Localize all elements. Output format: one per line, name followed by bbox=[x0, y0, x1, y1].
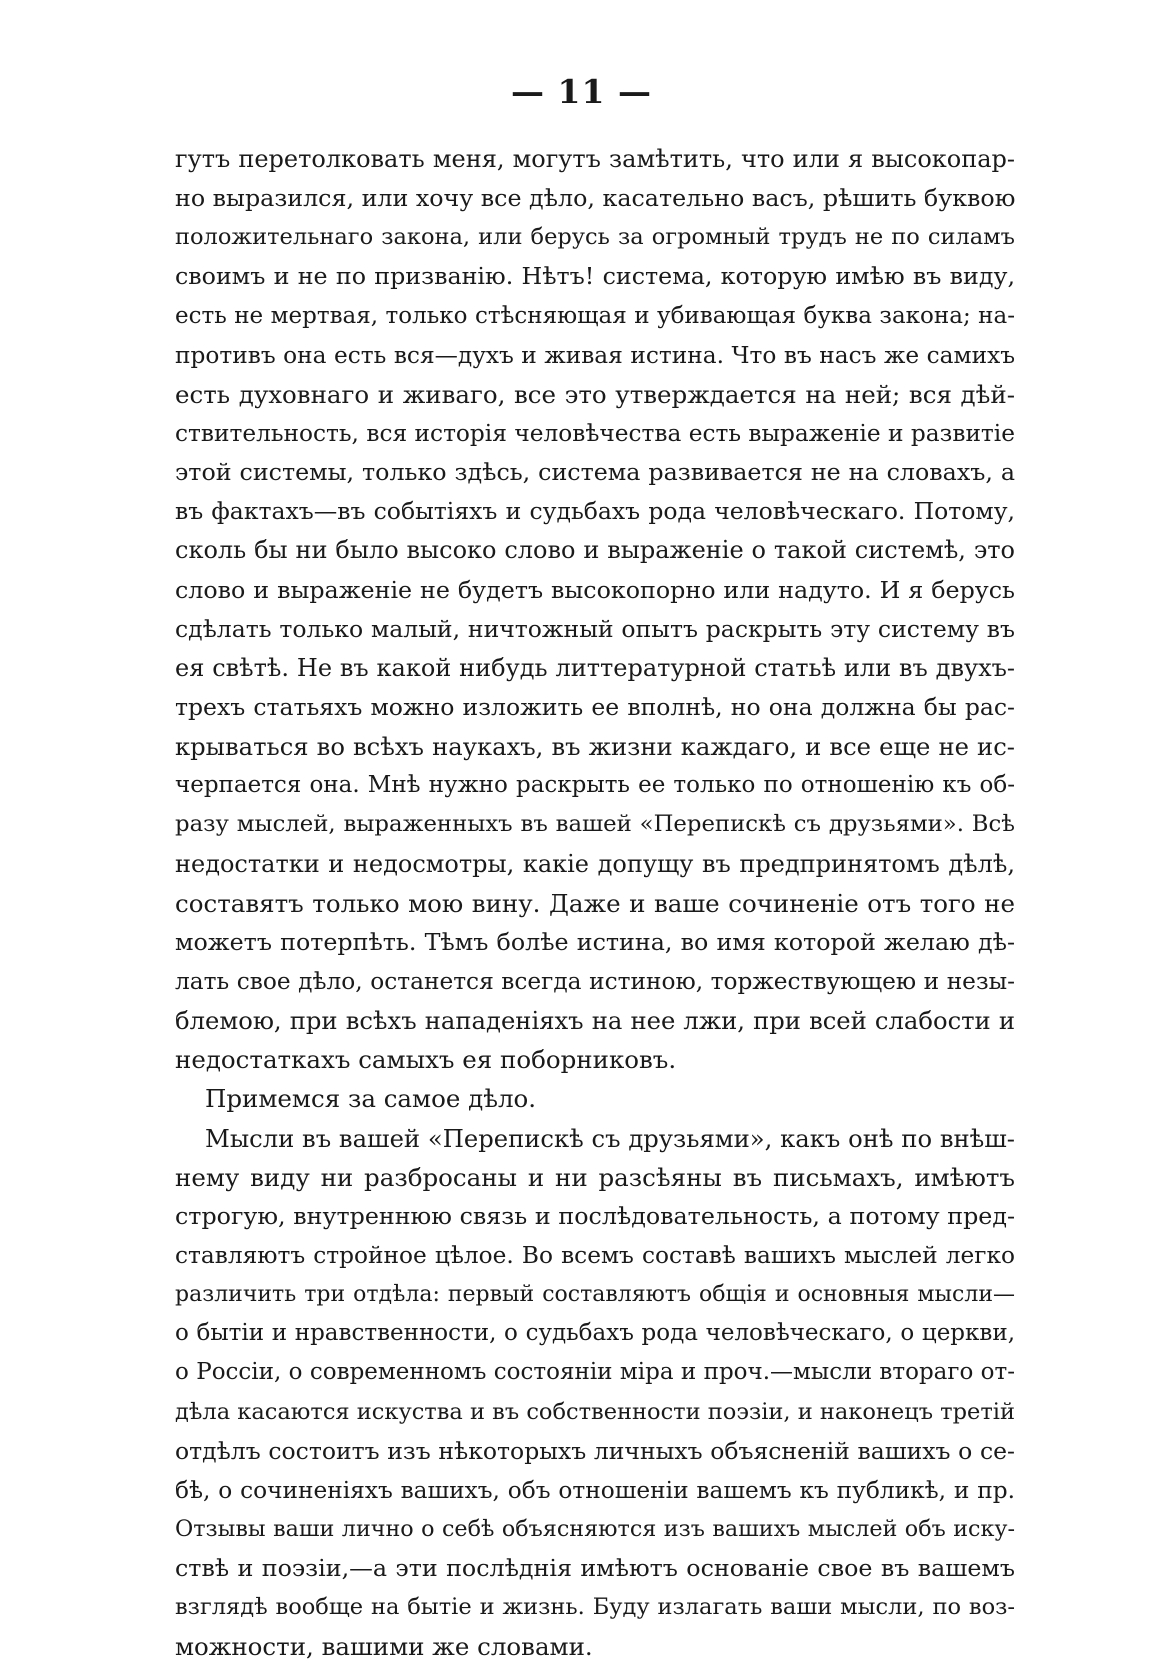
text-line: противъ она есть вся—духъ и живая истина. Что въ насъ же самихъ bbox=[175, 341, 1015, 369]
text-line: Отзывы ваши лично о себѣ объясняются изъ вашихъ мыслей объ иску- bbox=[175, 1515, 1015, 1542]
text-line: ставляютъ стройное цѣлое. Во всемъ составѣ вашихъ мыслей легко bbox=[175, 1241, 1015, 1269]
text-line: черпается она. Мнѣ нужно раскрыть ее только по отношенію къ об- bbox=[175, 772, 1015, 799]
text-line: недостатки и недосмотры, какіе допущу въ предпринятомъ дѣлѣ, bbox=[175, 849, 1015, 878]
text-line: трехъ статьяхъ можно изложить ее вполнѣ, но она должна бы рас- bbox=[175, 692, 1015, 721]
paragraph-first-line: Мысли въ вашей «Перепискѣ съ друзьями», какъ онѣ по внѣш- bbox=[205, 1123, 1015, 1153]
text-line: но выразился, или хочу все дѣло, касательно васъ, рѣшить буквою bbox=[175, 184, 1016, 213]
text-line: можетъ потерпѣть. Тѣмъ болѣе истина, во имя которой желаю дѣ- bbox=[175, 927, 1015, 956]
text-line: лать свое дѣло, останется всегда истиною, торжествующею и незы- bbox=[175, 967, 1015, 995]
text-line: есть не мертвая, только стѣсняющая и убивающая буква закона; на- bbox=[175, 302, 1015, 329]
paragraph-end-line: можности, вашими же словами. bbox=[175, 1632, 593, 1662]
text-line: сколь бы ни было высоко слово и выраженіе о такой системѣ, это bbox=[175, 536, 1015, 565]
paragraph-line: Примемся за самое дѣло. bbox=[205, 1084, 537, 1114]
text-line: о Россіи, о современномъ состояніи міра и проч.—мысли втораго от- bbox=[175, 1359, 1015, 1386]
text-line: есть духовнаго и живаго, все это утверждается на ней; вся дѣй- bbox=[175, 379, 1015, 409]
text-line: положительнаго закона, или берусь за огромный трудъ не по силамъ bbox=[175, 224, 1015, 251]
text-line: ствѣ и поэзіи,—а эти послѣднія имѣютъ основаніе свое въ вашемъ bbox=[175, 1554, 1015, 1583]
text-line: ствительность, вся исторія человѣчества есть выраженіе и развитіе bbox=[175, 419, 1015, 447]
paragraph-end-line: недостаткахъ самыхъ ея поборниковъ. bbox=[175, 1045, 677, 1075]
text-line: слово и выраженіе не будетъ высокопорно или надуто. И я берусь bbox=[175, 575, 1015, 604]
text-line: крываться во всѣхъ наукахъ, въ жизни каждаго, и все еще не ис- bbox=[175, 732, 1015, 762]
text-line: о бытіи и нравственности, о судьбахъ рода человѣческаго, о церкви, bbox=[175, 1320, 1015, 1347]
text-line: взглядѣ вообще на бытіе и жизнь. Буду излагать ваши мысли, по воз- bbox=[175, 1594, 1015, 1621]
text-line: отдѣлъ состоитъ изъ нѣкоторыхъ личныхъ объясненій вашихъ о се- bbox=[175, 1436, 1015, 1465]
page-number: — 11 — bbox=[511, 72, 652, 111]
text-line: гутъ перетолковать меня, могутъ замѣтить, что или я высокопар- bbox=[175, 145, 1015, 173]
text-line: своимъ и не по призванію. Нѣтъ! система, которую имѣю въ виду, bbox=[175, 262, 1015, 291]
text-line: этой системы, только здѣсь, система развивается не на словахъ, а bbox=[175, 458, 1015, 487]
text-line: дѣла касаются искуства и въ собственности поэзіи, и наконецъ третій bbox=[175, 1398, 1015, 1425]
text-line: сдѣлать только малый, ничтожный опытъ раскрыть эту систему въ bbox=[175, 614, 1015, 643]
text-line: блемою, при всѣхъ нападеніяхъ на нее лжи, при всей слабости и bbox=[175, 1006, 1015, 1036]
text-line: бѣ, о сочиненіяхъ вашихъ, объ отношеніи вашемъ къ публикѣ, и пр. bbox=[175, 1476, 1015, 1504]
body-text bbox=[175, 140, 1015, 1666]
text-line: различить три отдѣла: первый составляютъ общія и основныя мысли— bbox=[175, 1282, 1015, 1308]
text-line: разу мыслей, выраженныхъ въ вашей «Перепискѣ съ друзьями». Всѣ bbox=[175, 811, 1015, 838]
text-line: составятъ только мою вину. Даже и ваше сочиненіе отъ того не bbox=[175, 888, 1015, 918]
text-line: ея свѣтѣ. Не въ какой нибудь литтературной статьѣ или въ двухъ- bbox=[175, 653, 1015, 682]
text-line: въ фактахъ—въ событіяхъ и судьбахъ рода человѣческаго. Потому, bbox=[175, 497, 1015, 526]
text-line: строгую, внутреннюю связь и послѣдовательность, а потому пред- bbox=[175, 1201, 1015, 1230]
text-line: нему виду ни разбросаны и ни разсѣяны въ письмахъ, имѣютъ bbox=[175, 1162, 1015, 1192]
